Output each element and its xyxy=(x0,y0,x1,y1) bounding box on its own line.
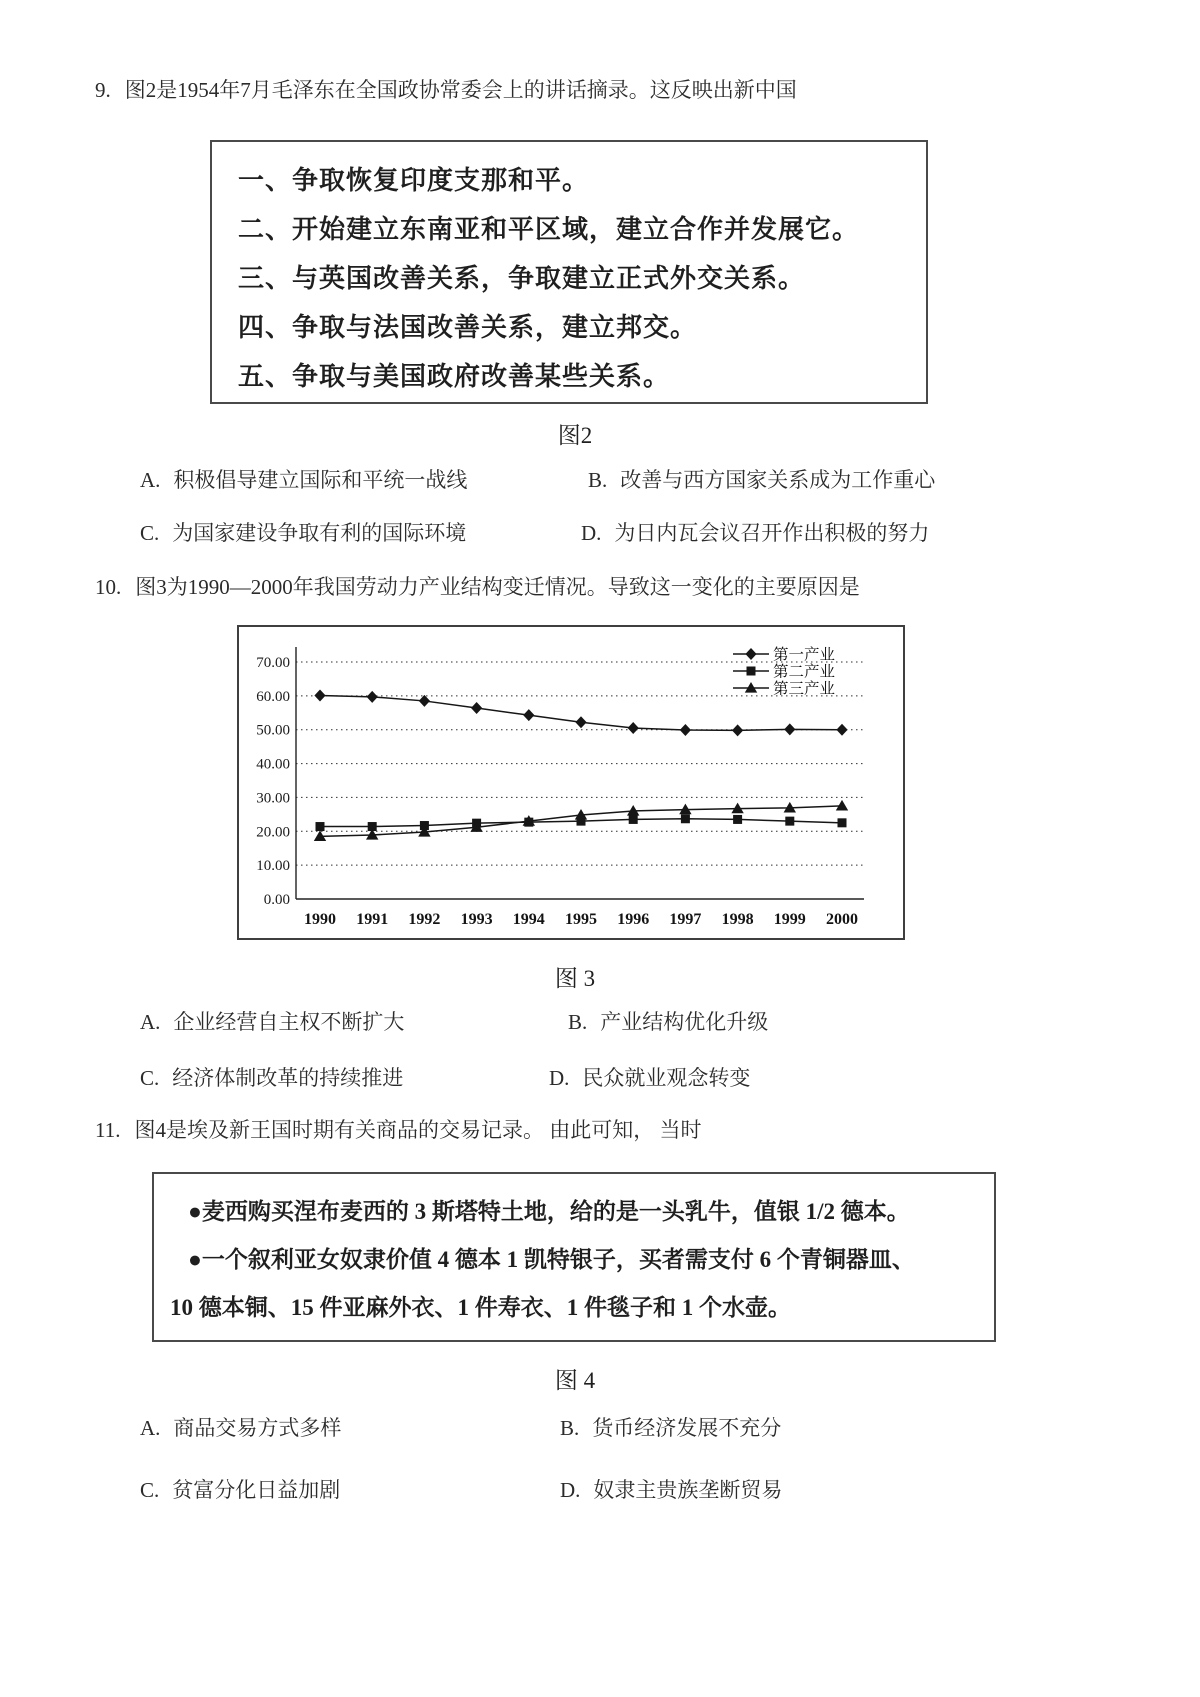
option-text: 为日内瓦会议召开作出积极的努力 xyxy=(614,521,930,545)
option-text: 积极倡导建立国际和平统一战线 xyxy=(173,468,468,492)
option-text: 货币经济发展不充分 xyxy=(592,1416,782,1440)
figure2-line: 一、争取恢复印度支那和平。 xyxy=(238,166,590,195)
svg-text:1992: 1992 xyxy=(408,911,441,928)
figure2-line: 二、开始建立东南亚和平区域，建立合作并发展它。 xyxy=(238,215,860,244)
svg-text:1990: 1990 xyxy=(304,911,336,928)
figure2-line: 五、争取与美国政府改善某些关系。 xyxy=(238,362,671,391)
svg-text:1995: 1995 xyxy=(565,911,597,928)
option-text: 为国家建设争取有利的国际环境 xyxy=(172,521,467,545)
option-label: B. xyxy=(560,1416,580,1440)
option-label: C. xyxy=(140,521,160,545)
option-label: B. xyxy=(568,1010,588,1034)
svg-text:20.00: 20.00 xyxy=(256,824,290,841)
q9-option-D xyxy=(581,517,929,547)
svg-text:1991: 1991 xyxy=(356,911,389,928)
q11-option-B xyxy=(560,1412,781,1442)
svg-text:30.00: 30.00 xyxy=(256,790,290,807)
q9-option-A xyxy=(140,464,467,494)
question-11-number: 11. xyxy=(95,1118,121,1142)
question-10-stem-row xyxy=(95,571,860,601)
svg-text:1994: 1994 xyxy=(512,911,545,928)
option-text: 民众就业观念转变 xyxy=(582,1066,751,1090)
option-text: 企业经营自主权不断扩大 xyxy=(173,1010,405,1034)
industry-structure-line-chart xyxy=(239,627,904,939)
option-text: 奴隶主贵族垄断贸易 xyxy=(593,1478,783,1502)
figure2-line: 三、与英国改善关系，争取建立正式外交关系。 xyxy=(238,264,806,293)
figure2-line: 四、争取与法国改善关系，建立邦交。 xyxy=(238,313,698,342)
figure3-chart xyxy=(237,625,905,940)
svg-text:1997: 1997 xyxy=(669,911,702,928)
q11-option-A xyxy=(140,1412,341,1442)
svg-text:50.00: 50.00 xyxy=(256,722,290,739)
q10-option-A xyxy=(140,1006,404,1036)
q10-option-C xyxy=(140,1062,403,1092)
svg-text:2000: 2000 xyxy=(826,911,858,928)
svg-text:60.00: 60.00 xyxy=(256,688,290,705)
option-text: 改善与西方国家关系成为工作重心 xyxy=(620,468,936,492)
svg-text:40.00: 40.00 xyxy=(256,756,290,773)
option-label: C. xyxy=(140,1066,160,1090)
option-text: 贫富分化日益加剧 xyxy=(172,1478,341,1502)
svg-text:0.00: 0.00 xyxy=(263,892,290,908)
option-label: A. xyxy=(140,468,161,492)
question-11-stem-row xyxy=(95,1114,701,1144)
figure4-caption: 图 4 xyxy=(554,1368,596,1393)
q9-option-B xyxy=(588,464,935,494)
svg-text:第三产业: 第三产业 xyxy=(773,680,836,698)
svg-text:1999: 1999 xyxy=(773,911,806,928)
figure4-box xyxy=(152,1172,996,1342)
option-text: 商品交易方式多样 xyxy=(173,1416,342,1440)
q9-option-C xyxy=(140,517,466,547)
figure3-caption: 图 3 xyxy=(554,966,596,991)
question-11-stem: 图4是埃及新王国时期有关商品的交易记录。 由此可知， 当时 xyxy=(134,1118,702,1142)
figure2-caption: 图2 xyxy=(557,423,593,448)
question-10-stem: 图3为1990—2000年我国劳动力产业结构变迁情况。导致这一变化的主要原因是 xyxy=(135,575,860,599)
svg-text:70.00: 70.00 xyxy=(256,655,290,671)
question-9-number: 9. xyxy=(95,78,111,102)
option-text: 产业结构优化升级 xyxy=(600,1010,769,1034)
figure4-line: ●一个叙利亚女奴隶价值 4 德本 1 凯特银子，买者需支付 6 个青铜器皿、 xyxy=(188,1247,915,1272)
figure4-line: 10 德本铜、15 件亚麻外衣、1 件寿衣、1 件毯子和 1 个水壶。 xyxy=(170,1295,791,1320)
option-label: C. xyxy=(140,1478,160,1502)
svg-text:1996: 1996 xyxy=(617,911,650,928)
q11-option-D xyxy=(560,1474,782,1504)
svg-text:第一产业: 第一产业 xyxy=(773,646,836,664)
question-9-stem-row xyxy=(95,74,797,104)
figure2-box xyxy=(210,140,928,404)
option-label: D. xyxy=(560,1478,581,1502)
q10-option-D xyxy=(549,1062,750,1092)
svg-text:第二产业: 第二产业 xyxy=(773,663,836,681)
q11-option-C xyxy=(140,1474,340,1504)
svg-text:1993: 1993 xyxy=(460,911,493,928)
option-label: D. xyxy=(581,521,602,545)
question-9-stem: 图2是1954年7月毛泽东在全国政协常委会上的讲话摘录。这反映出新中国 xyxy=(124,78,797,102)
question-10-number: 10. xyxy=(95,575,122,599)
svg-text:10.00: 10.00 xyxy=(256,858,290,875)
option-label: D. xyxy=(549,1066,570,1090)
option-text: 经济体制改革的持续推进 xyxy=(172,1066,404,1090)
option-label: A. xyxy=(140,1010,161,1034)
figure4-line: ●麦西购买涅布麦西的 3 斯塔特土地，给的是一头乳牛，值银 1/2 德本。 xyxy=(188,1199,910,1224)
q10-option-B xyxy=(568,1006,768,1036)
option-label: B. xyxy=(588,468,608,492)
svg-text:1998: 1998 xyxy=(721,911,754,928)
option-label: A. xyxy=(140,1416,161,1440)
